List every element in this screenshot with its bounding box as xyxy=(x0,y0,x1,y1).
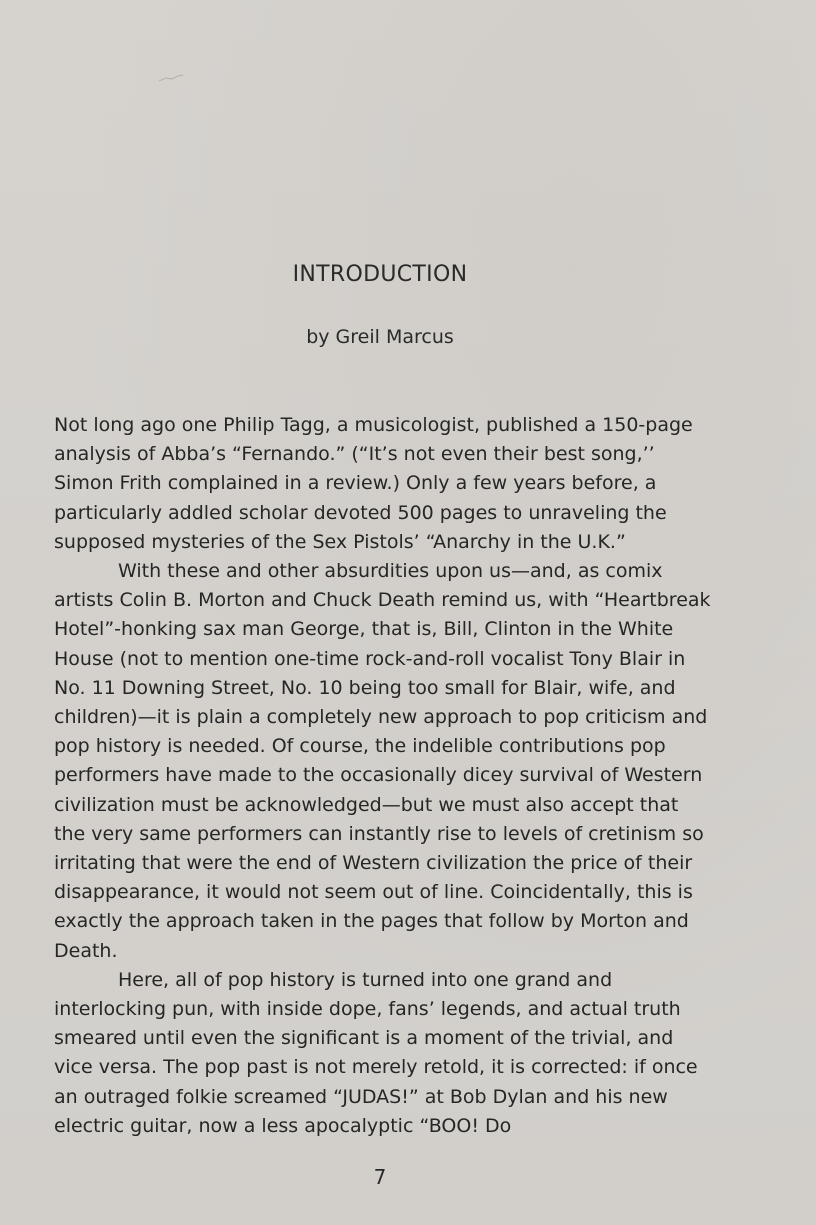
ink-smudge xyxy=(158,74,184,82)
paragraph-2: With these and other absurdities upon us—and, as comix artists Colin B. Morton and Chuck Death remind us, with “Heartbreak Hotel”-honking sax man George, that is, Bill, Clinton in the White House (not to mention one-time rock-and-roll vocalist Tony Blair in No. 11 Downing Street, No. 10 being too small for Blair, wife, and children)—it is plain a completely new approach to pop criticism and pop history is needed. Of course, the indelible contributions pop performers have made to the occasionally dicey survival of Western civilization must be acknowledged—but we must also accept that the very same performers can instantly rise to levels of cretinism so irritating that were the end of Western civilization the price of their disappearance, it would not seem out of line. Coincidentally, this is exactly the approach taken in the pages that follow by Morton and Death. xyxy=(54,560,711,962)
page-number: 7 xyxy=(373,1165,387,1189)
author-byline: by Greil Marcus xyxy=(306,326,454,348)
paragraph-1: Not long ago one Philip Tagg, a musicologist, published a 150-page analysis of Abba’s “Fernando.” (“It’s not even their best song,’’ Simon Frith complained in a review.) Only a few years before, a particularly addled scholar devoted 500 pages to unraveling the supposed mysteries of the Sex Pistols’ “Anarchy in the U.K.” xyxy=(54,414,693,553)
body-text xyxy=(54,411,714,1141)
chapter-heading: INTRODUCTION xyxy=(292,262,468,287)
paragraph-3: Here, all of pop history is turned into one grand and interlocking pun, with inside dope, fans’ legends, and actual truth smeared until even the significant is a moment of the trivial, and vice versa. The pop past is not merely retold, it is corrected: if once an outraged folkie screamed “JUDAS!” at Bob Dylan and his new electric guitar, now a less apocalyptic “BOO! Do xyxy=(54,968,698,1137)
